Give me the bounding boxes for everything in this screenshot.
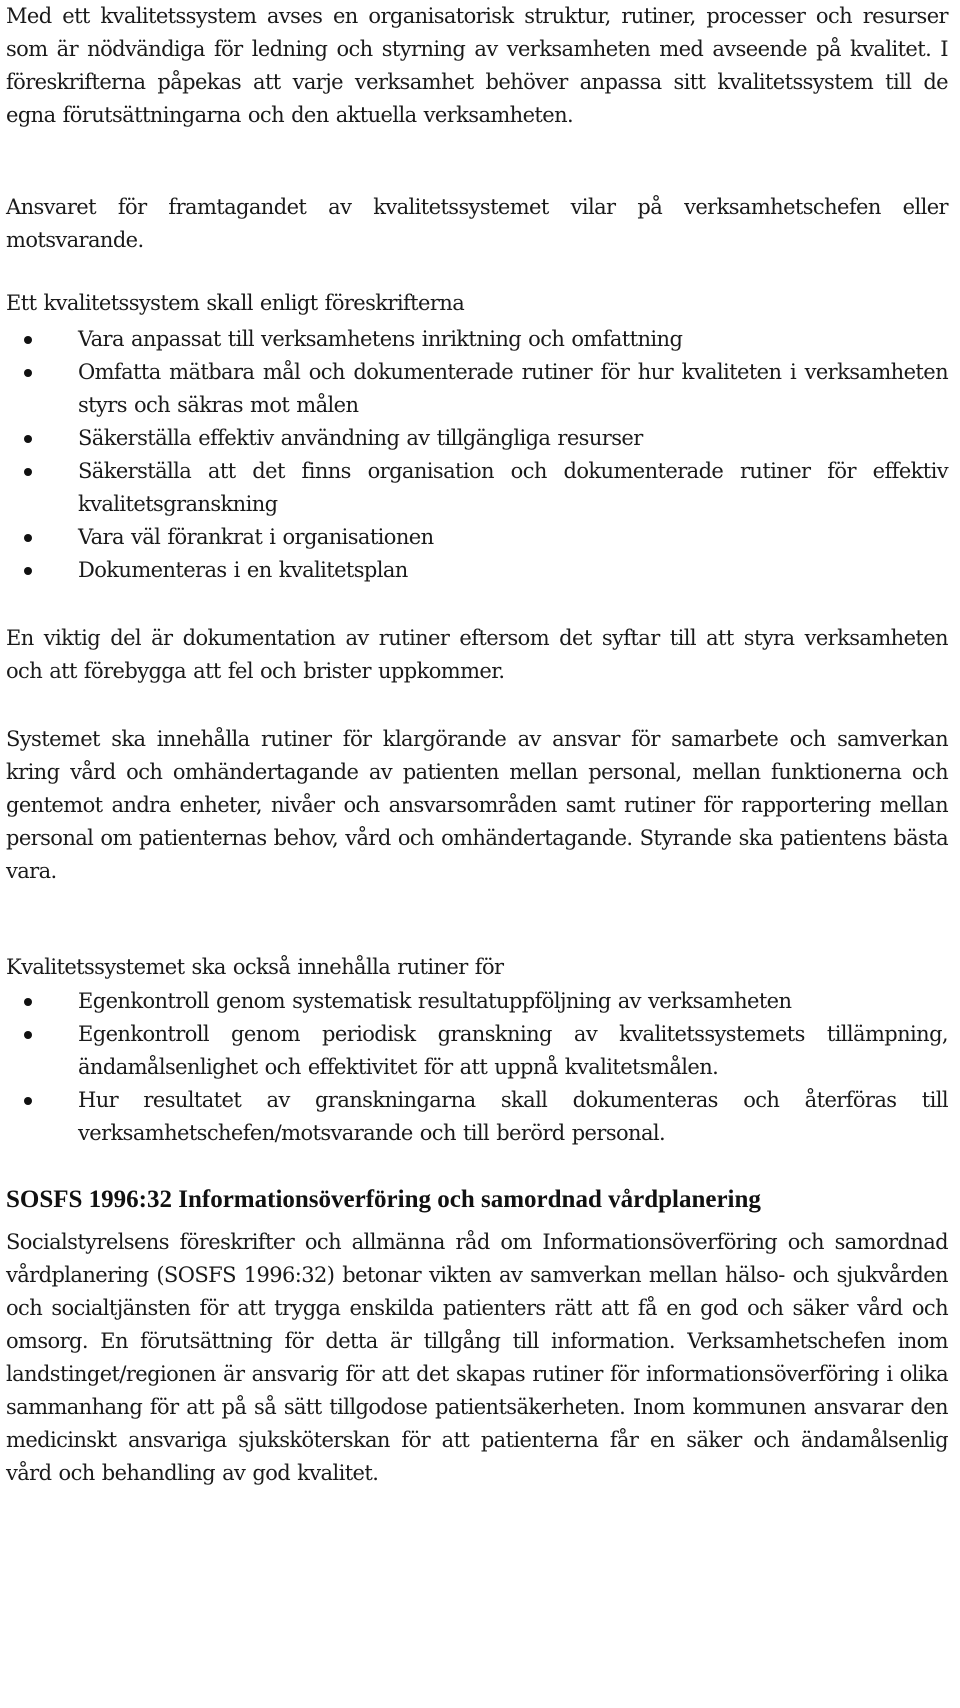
bullet-icon xyxy=(24,567,32,575)
list-item-text: Egenkontroll genom systematisk resultatuppföljning av verksamheten xyxy=(78,989,792,1013)
bullet-icon xyxy=(24,369,32,377)
bullet-icon xyxy=(24,435,32,443)
paragraph-requirements-intro: Ett kvalitetssystem skall enligt föreskrifterna xyxy=(6,291,465,315)
bullet-icon xyxy=(24,998,32,1006)
paragraph-quality-system-definition: Med ett kvalitetssystem avses en organisatorisk struktur, rutiner, processer och resurser som är nödvändiga för ledning och styrning av verksamheten med avseende på kvalitet. I föreskrifterna påpekas att varje verksamhet behöver anpassa sitt kvalitetssystem till de egna förutsättningarna och den aktuella verksamheten. xyxy=(6,4,948,127)
list-item-text: Vara väl förankrat i organisationen xyxy=(78,525,434,549)
list-item-text: Dokumenteras i en kvalitetsplan xyxy=(78,558,408,582)
paragraph-routines-intro: Kvalitetssystemet ska också innehålla rutiner för xyxy=(6,955,504,979)
bullet-icon xyxy=(24,468,32,476)
list-item xyxy=(6,521,948,554)
list-item xyxy=(6,554,948,587)
paragraph-responsibility: Ansvaret för framtagandet av kvalitetssystemet vilar på verksamhetschefen eller motsvarande. xyxy=(6,195,948,252)
list-item xyxy=(6,356,948,422)
list-item xyxy=(6,422,948,455)
requirements-list xyxy=(6,323,948,587)
section-heading: SOSFS 1996:32 Informationsöverföring och samordnad vårdplanering xyxy=(6,1186,761,1213)
bullet-icon xyxy=(24,534,32,542)
paragraph-routines: Systemet ska innehålla rutiner för klargörande av ansvar för samarbete och samverkan kring vård och omhändertagande av patienten mellan personal, mellan funktionerna och gentemot andra enheter, nivåer och ansvarsområden samt rutiner för rapportering mellan personal om patienternas behov, vård och omhändertagande. Styrande ska patientens bästa vara. xyxy=(6,727,948,883)
list-item xyxy=(6,455,948,521)
bullet-icon xyxy=(24,1097,32,1105)
bullet-icon xyxy=(24,336,32,344)
list-item xyxy=(6,1084,948,1150)
list-item-text: Hur resultatet av granskningarna skall dokumenteras och återföras till verksamhetschefen/motsvarande och till berörd personal. xyxy=(78,1088,948,1145)
paragraph-documentation: En viktig del är dokumentation av rutiner eftersom det syftar till att styra verksamheten och att förebygga att fel och brister uppkommer. xyxy=(6,626,948,683)
paragraph-information-transfer: Socialstyrelsens föreskrifter och allmänna råd om Informationsöverföring och samordnad vårdplanering (SOSFS 1996:32) betonar vikten av samverkan mellan hälso- och sjukvården och socialtjänsten för att trygga enskilda patienters rätt att få en god och säker vård och omsorg. En förutsättning för detta är tillgång till information. Verksamhetschefen inom landstinget/regionen är ansvarig för att det skapas rutiner för informationsöverföring i olika sammanhang för att på så sätt tillgodose patientsäkerheten. Inom kommunen ansvarar den medicinskt ansvariga sjuksköterskan för att patienterna får en säker och ändamålsenlig vård och behandling av god kvalitet. xyxy=(6,1230,948,1485)
list-item-text: Egenkontroll genom periodisk granskning av kvalitetssystemets tillämpning, ändamålsenlighet och effektivitet för att uppnå kvalitetsmålen. xyxy=(78,1022,948,1079)
list-item xyxy=(6,985,948,1018)
routines-list xyxy=(6,985,948,1150)
list-item-text: Säkerställa att det finns organisation och dokumenterade rutiner för effektiv kvalitetsgranskning xyxy=(78,459,948,516)
list-item-text: Vara anpassat till verksamhetens inriktning och omfattning xyxy=(78,327,683,351)
list-item-text: Omfatta mätbara mål och dokumenterade rutiner för hur kvaliteten i verksamheten styrs och säkras mot målen xyxy=(78,360,948,417)
list-item-text: Säkerställa effektiv användning av tillgängliga resurser xyxy=(78,426,643,450)
list-item xyxy=(6,323,948,356)
list-item xyxy=(6,1018,948,1084)
bullet-icon xyxy=(24,1031,32,1039)
